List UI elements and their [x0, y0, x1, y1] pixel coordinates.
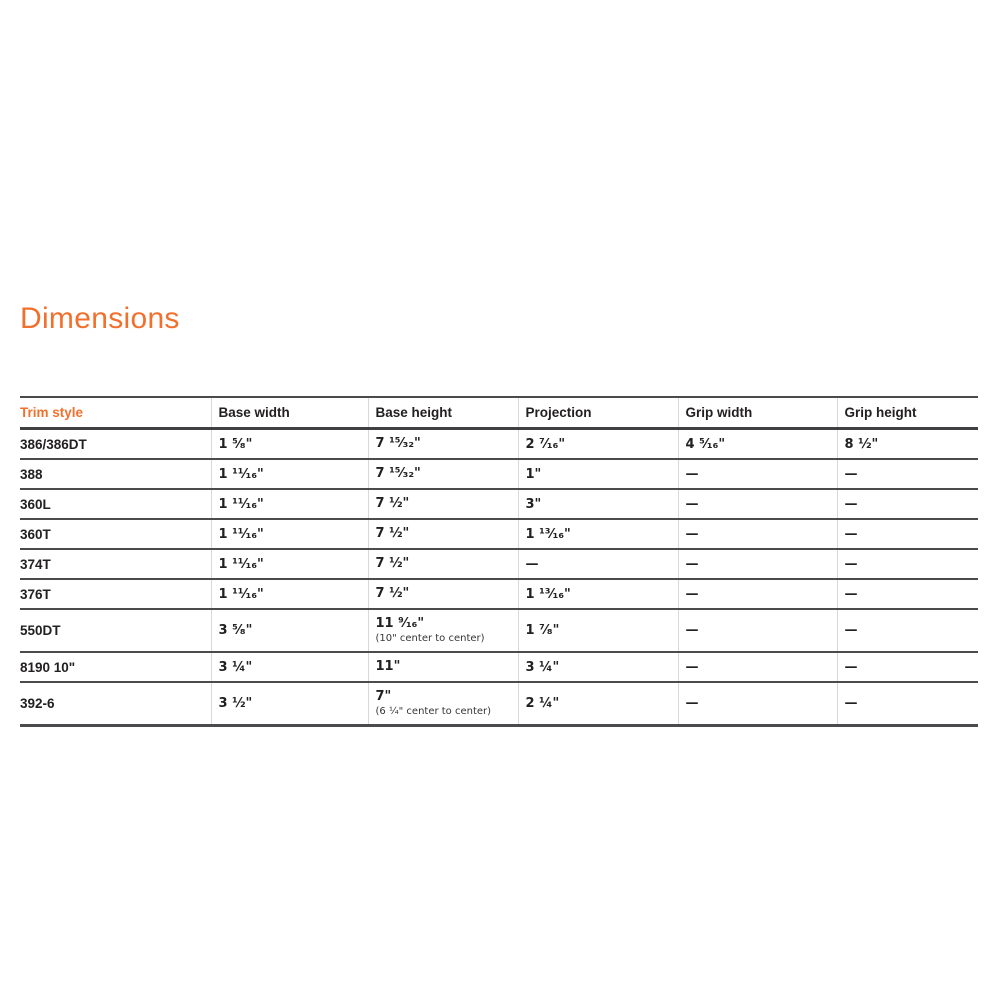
- column-header-base-height: Base height: [368, 397, 518, 429]
- page-title: Dimensions: [20, 302, 180, 335]
- base-height-cell: [368, 459, 518, 489]
- grip-width-cell: —: [678, 489, 837, 519]
- projection-cell: 1 ¹³⁄₁₆": [518, 519, 678, 549]
- grip-height-cell: —: [837, 519, 978, 549]
- base-height-cell: [368, 489, 518, 519]
- base-height-value: 11 ⁹⁄₁₆": [375, 616, 425, 631]
- base-height-value: 11": [375, 659, 401, 674]
- trim-style-cell: 376T: [20, 579, 211, 609]
- grip-height-cell: —: [837, 652, 978, 682]
- grip-height-cell: —: [837, 682, 978, 726]
- projection-cell: 1 ¹³⁄₁₆": [518, 579, 678, 609]
- base-height-cell: [368, 549, 518, 579]
- base-width-cell: 1 ¹¹⁄₁₆": [211, 459, 368, 489]
- table-row: [20, 609, 978, 652]
- grip-height-cell: —: [837, 549, 978, 579]
- base-height-value: 7 ¹⁵⁄₃₂": [375, 466, 421, 481]
- base-height-cell: [368, 609, 518, 652]
- table-row: [20, 549, 978, 579]
- column-header-projection: Projection: [518, 397, 678, 429]
- grip-height-cell: —: [837, 489, 978, 519]
- grip-height-cell: —: [837, 459, 978, 489]
- table-header-row: [20, 397, 978, 429]
- trim-style-cell: 550DT: [20, 609, 211, 652]
- grip-height-cell: —: [837, 579, 978, 609]
- grip-width-cell: —: [678, 549, 837, 579]
- grip-width-cell: —: [678, 652, 837, 682]
- trim-style-cell: 388: [20, 459, 211, 489]
- column-header-base-width: Base width: [211, 397, 368, 429]
- trim-style-cell: 360T: [20, 519, 211, 549]
- base-height-note: [376, 451, 512, 452]
- projection-cell: —: [518, 549, 678, 579]
- table-row: [20, 519, 978, 549]
- base-width-cell: 1 ¹¹⁄₁₆": [211, 489, 368, 519]
- base-height-note: (10" center to center): [375, 633, 485, 644]
- base-width-cell: 1 ¹¹⁄₁₆": [211, 579, 368, 609]
- base-width-cell: 3 ¼": [211, 652, 368, 682]
- dimensions-table: [20, 396, 978, 727]
- column-header-grip-height: Grip height: [837, 397, 978, 429]
- grip-height-cell: 8 ½": [837, 429, 978, 460]
- table-row: [20, 682, 978, 726]
- grip-width-cell: 4 ⁵⁄₁₆": [678, 429, 837, 460]
- grip-height-cell: —: [837, 609, 978, 652]
- column-header-trim-style: Trim style: [20, 397, 211, 429]
- trim-style-cell: 360L: [20, 489, 211, 519]
- base-height-value: 7 ½": [375, 586, 410, 601]
- grip-width-cell: —: [678, 579, 837, 609]
- projection-cell: 3 ¼": [518, 652, 678, 682]
- trim-style-cell: 386/386DT: [20, 429, 211, 460]
- base-height-note: (6 ¼" center to center): [375, 706, 492, 717]
- base-height-value: 7 ¹⁵⁄₃₂": [375, 436, 421, 451]
- base-height-cell: [368, 429, 518, 460]
- table-row: [20, 579, 978, 609]
- table-row: [20, 489, 978, 519]
- trim-style-cell: 392-6: [20, 682, 211, 726]
- base-height-note: [376, 601, 512, 602]
- table-row: [20, 459, 978, 489]
- base-height-note: [376, 674, 512, 675]
- base-height-note: [376, 481, 512, 482]
- grip-width-cell: —: [678, 459, 837, 489]
- projection-cell: 1 ⁷⁄₈": [518, 609, 678, 652]
- base-height-cell: [368, 519, 518, 549]
- base-height-value: 7 ½": [375, 556, 410, 571]
- grip-width-cell: —: [678, 519, 837, 549]
- base-width-cell: 1 ¹¹⁄₁₆": [211, 549, 368, 579]
- base-width-cell: 1 ⁵⁄₈": [211, 429, 368, 460]
- base-height-value: 7 ½": [375, 526, 410, 541]
- base-height-cell: [368, 579, 518, 609]
- column-header-grip-width: Grip width: [678, 397, 837, 429]
- base-height-value: 7 ½": [375, 496, 410, 511]
- base-height-note: [376, 541, 512, 542]
- trim-style-cell: 374T: [20, 549, 211, 579]
- base-width-cell: 3 ⁵⁄₈": [211, 609, 368, 652]
- base-width-cell: 3 ½": [211, 682, 368, 726]
- base-width-cell: 1 ¹¹⁄₁₆": [211, 519, 368, 549]
- base-height-cell: [368, 652, 518, 682]
- projection-cell: 3": [518, 489, 678, 519]
- projection-cell: 1": [518, 459, 678, 489]
- base-height-value: 7": [375, 689, 392, 704]
- grip-width-cell: —: [678, 609, 837, 652]
- projection-cell: 2 ⁷⁄₁₆": [518, 429, 678, 460]
- table-row: [20, 429, 978, 460]
- table-row: [20, 652, 978, 682]
- projection-cell: 2 ¼": [518, 682, 678, 726]
- base-height-note: [376, 511, 512, 512]
- base-height-cell: [368, 682, 518, 726]
- base-height-note: [376, 571, 512, 572]
- trim-style-cell: 8190 10": [20, 652, 211, 682]
- grip-width-cell: —: [678, 682, 837, 726]
